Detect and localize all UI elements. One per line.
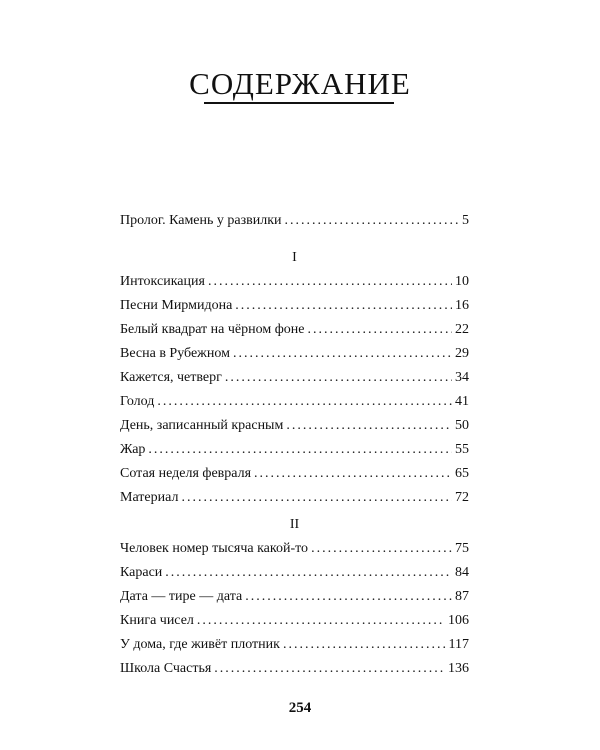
- toc-entry-label: Человек номер тысяча какой-то: [120, 541, 309, 556]
- toc-entry[interactable]: [120, 633, 469, 657]
- toc-entry[interactable]: [120, 585, 469, 609]
- toc-entry[interactable]: [120, 486, 469, 510]
- toc-entry[interactable]: [120, 462, 469, 486]
- toc-entry-page: 87: [455, 589, 469, 604]
- toc-entry-page: 34: [455, 370, 469, 385]
- toc-entry-label: Кажется, четверг: [120, 370, 222, 385]
- toc-entry-page: 41: [455, 394, 469, 409]
- toc-entry-label: Школа Счастья: [120, 661, 212, 676]
- toc-prologue: [120, 209, 469, 233]
- toc-entry-label: Жар: [120, 442, 146, 457]
- toc-entry-label: Материал: [120, 490, 179, 505]
- dot-leader: [181, 486, 452, 510]
- dot-leader: [245, 585, 452, 609]
- toc-entry-label: Пролог. Камень у развилки: [120, 213, 282, 228]
- toc-entry[interactable]: [120, 537, 469, 561]
- toc-entry-page: 5: [462, 213, 469, 228]
- page-number: 254: [288, 700, 312, 716]
- dot-leader: [157, 390, 452, 414]
- dot-leader: [148, 438, 452, 462]
- toc-entry[interactable]: [120, 318, 469, 342]
- toc-entry-page: 29: [455, 346, 469, 361]
- dot-leader: [311, 537, 452, 561]
- toc-entry[interactable]: [120, 561, 469, 585]
- dot-leader: [165, 561, 452, 585]
- toc-entry[interactable]: [120, 414, 469, 438]
- section-numeral: II: [289, 517, 300, 532]
- toc-section-2: [120, 513, 469, 681]
- dot-leader: [285, 209, 459, 233]
- dot-leader: [235, 294, 452, 318]
- dot-leader: [233, 342, 452, 366]
- toc-entry-label: Караси: [120, 565, 163, 580]
- toc-entry-page: 16: [455, 298, 469, 313]
- dot-leader: [208, 270, 452, 294]
- toc-entry-page: 72: [455, 490, 469, 505]
- toc-entry[interactable]: [120, 294, 469, 318]
- toc-entry[interactable]: [120, 366, 469, 390]
- dot-leader: [283, 633, 446, 657]
- toc-entry-label: Белый квадрат на чёрном фоне: [120, 322, 305, 337]
- toc-entry[interactable]: [120, 657, 469, 681]
- toc-entry-label: Интоксикация: [120, 274, 205, 289]
- dot-leader: [197, 609, 445, 633]
- toc-entry[interactable]: [120, 438, 469, 462]
- toc-entry-page: 84: [455, 565, 469, 580]
- dot-leader: [308, 318, 453, 342]
- toc-entry-page: 136: [448, 661, 469, 676]
- toc-entry-label: Дата — тире — дата: [120, 589, 243, 604]
- toc-entry-page: 50: [455, 418, 469, 433]
- toc-entry-page: 55: [455, 442, 469, 457]
- toc-section-1: [120, 246, 469, 510]
- toc-entry[interactable]: [120, 342, 469, 366]
- toc-entry-page: 22: [455, 322, 469, 337]
- toc-entry-page: 106: [448, 613, 469, 628]
- toc-entry[interactable]: [120, 209, 469, 233]
- dot-leader: [286, 414, 452, 438]
- dot-leader: [225, 366, 452, 390]
- title-underline: [204, 102, 394, 104]
- toc-entry-label: У дома, где живёт плотник: [120, 637, 280, 652]
- toc-entry[interactable]: [120, 270, 469, 294]
- toc-entry-label: Голод: [120, 394, 155, 409]
- page-title: [0, 66, 600, 102]
- toc-entry-page: 65: [455, 466, 469, 481]
- toc-entry-label: Сотая неделя февраля: [120, 466, 252, 481]
- toc-entry-label: Весна в Рубежном: [120, 346, 230, 361]
- dot-leader: [254, 462, 452, 486]
- toc-entry-label: Песни Мирмидона: [120, 298, 233, 313]
- toc-entry-page: 117: [448, 637, 469, 652]
- toc-entry-label: Книга чисел: [120, 613, 194, 628]
- toc-entry-page: 75: [455, 541, 469, 556]
- page-title-text: СОДЕРЖАНИЕ: [189, 66, 411, 101]
- section-numeral: I: [292, 250, 297, 265]
- toc-entry[interactable]: [120, 609, 469, 633]
- toc-entry-label: День, записанный красным: [120, 418, 284, 433]
- toc-entry-page: 10: [455, 274, 469, 289]
- dot-leader: [214, 657, 445, 681]
- toc-entry[interactable]: [120, 390, 469, 414]
